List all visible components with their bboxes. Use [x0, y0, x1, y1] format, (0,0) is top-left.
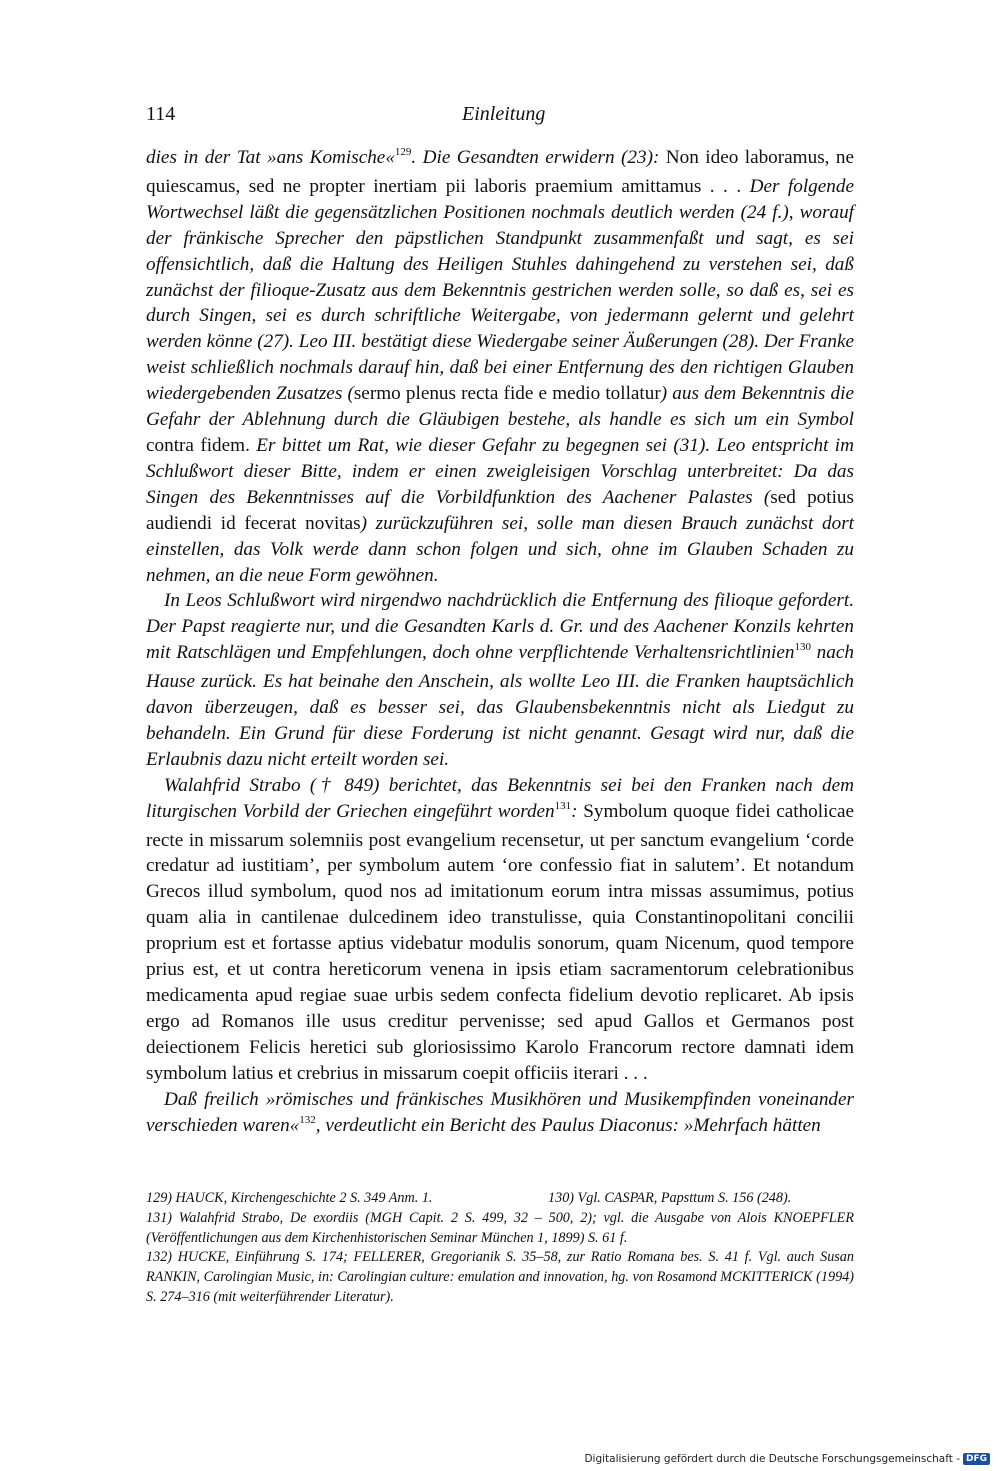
text-span: In Leos Schlußwort wird nirgendwo nachdrücklich die Entfernung des filioque gefordert. Der Papst reagierte nur, und die Gesandten Karls d. Gr. und des Aachener Konzils kehrten mit Ratschlägen und Empfehlungen, doch ohne verpflichtende Verhaltensrichtlinien [146, 590, 854, 664]
text-span: Der folgende Wortwechsel läßt die gegensätzlichen Positionen nochmals deutlich werden (24 f.), worauf der fränkische Sprecher den päpstlichen Standpunkt zusammenfaßt und sagt, es sei offensichtlich, daß die Haltung des Heiligen Stuhles dahingehend zu verstehen sei, daß zunächst der filioque-Zusatz aus dem Bekenntnis gestrichen werden solle, so daß es, sei es durch Singen, sei es durch schriftliche Weitergabe, von jedermann gelernt und gelehrt werden könne (27). Leo III. bestätigt diese Wiedergabe seiner Äußerungen (28). Der Franke weist schließlich nochmals darauf hin, daß bei einer Entfernung des den richtigen Glauben wiedergebenden Zusatzes ( [146, 175, 854, 405]
footnote-ref-131[interactable]: 131 [554, 799, 572, 812]
latin-quote: contra fidem. [146, 434, 257, 456]
text-span: Daß freilich »römisches und fränkisches Musikhören und Musikempfinden voneinander verschieden waren« [146, 1088, 854, 1136]
text-span: dies in der Tat »ans Komische« [146, 147, 395, 168]
running-head: Einleitung [462, 103, 546, 125]
credit-text: Digitalisierung gefördert durch die Deutsche Forschungsgemeinschaft - [584, 1453, 960, 1465]
page-number: 114 [146, 103, 176, 125]
paragraph-2 [146, 588, 854, 772]
footnote-row [146, 1189, 854, 1209]
paragraph-3 [146, 773, 854, 1087]
body-text [146, 145, 854, 1141]
footnotes [146, 1189, 854, 1308]
footnote-ref-129[interactable]: 129 [394, 146, 412, 158]
footnote-129: 129) HAUCK, Kirchengeschichte 2 S. 349 Anm. 1. [146, 1190, 433, 1206]
latin-quote: sermo plenus recta fide e medio tollatur [353, 383, 661, 405]
text-span: : [571, 800, 578, 822]
latin-quote: sed potius audiendi id fecerat novitas [146, 486, 854, 534]
text-span: nach Hause zurück. Es hat beinahe den Anschein, als wollte Leo III. die Franken hauptsächlich davon überzeugen, daß es besser sei, das Glaubensbekenntnis nicht als Liedgut zu behandeln. Ein Grund für diese Forderung ist nicht genannt. Gesagt wird nur, daß die Erlaubnis dazu nicht erteilt worden sei. [146, 642, 854, 770]
text-span: ) zurückzuführen sei, solle man diesen Brauch zunächst dort einstellen, das Volk werde dann schon folgen und sich, ohne im Glauben Schaden zu nehmen, an die neue Form gewöhnen. [146, 512, 854, 586]
digitization-credit [584, 1452, 990, 1466]
text-span: . Die Gesandten erwidern (23): [411, 147, 660, 168]
footnote-ref-130[interactable]: 130 [794, 641, 811, 654]
paragraph-4 [146, 1087, 854, 1142]
dfg-logo: DFG [963, 1453, 990, 1465]
footnote-ref-132[interactable]: 132 [299, 1113, 316, 1126]
footnote-131: 131) Walahfrid Strabo, De exordiis (MGH Capit. 2 S. 499, 32 – 500, 2); vgl. die Ausgabe von Alois KNOEPFLER (Veröffentlichungen aus dem Kirchenhistorischen Seminar München 1, 1899) S. 61 f. [146, 1209, 854, 1246]
paragraph-1 [146, 145, 854, 588]
latin-quote: Non ideo laboramus, ne quiescamus, sed ne propter inertiam pii laboris praemium amittamus . . . [146, 147, 854, 197]
footnote-132: 132) HUCKE, Einführung S. 174; FELLERER, Gregorianik S. 35–58, zur Ratio Romana bes. S. 41 f. Vgl. auch Susan RANKIN, Carolingian Music, in: Carolingian culture: emulation and innovation, hg. von Rosamond MCKITTERICK (1994) S. 274–316 (mit weiterführender Literatur). [146, 1249, 854, 1305]
text-span: Walahfrid Strabo († 849) berichtet, das Bekenntnis sei bei den Franken nach dem liturgischen Vorbild der Griechen eingeführt worden [146, 774, 854, 822]
text-span: ) aus dem Bekenntnis die Gefahr der Ablehnung durch die Gläubigen bestehe, als handle es sich um ein Symbol [146, 383, 854, 431]
latin-quote: Symbolum quoque fidei catholicae recte in missarum solemniis post evangelium recensetur, ut per sanctum evangelium ‘corde credatur ad iustitiam’, per symbolum autem ‘ore confessio fiat in salutem’. Et notandum Grecos illud symbolum, quod nos ad imitationum eorum intra missas assumimus, potius quam alia in cantilenae dulcedinem ideo transtulisse, quia Constantinopolitani concilii proprium est et fortasse aptius videbatur modulis sonorum, quam Nicenum, quod tempore prius est, et ut contra hereticorum venena in ipsis etiam sacramentorum celebrationibus medicamenta apud regiae suae urbis sedem confecta fidelium devotio replicaret. Ab ipsis ergo ad Romanos ille usus creditur pervenisse; sed apud Gallos et Germanos post deiectionem Felicis heretici sub gloriosissimo Karolo Francorum rectore damnati idem symbolum latius et crebrius in missarum coepit officiis iterari . . . [146, 800, 854, 1084]
text-span: Er bittet um Rat, wie dieser Gefahr zu begegnen sei (31). Leo entspricht im Schlußwort dieser Bitte, indem er einen zweigleisigen Vorschlag unterbreitet: Da das Singen des Bekenntnisses auf die Vorbildfunktion des Aachener Palastes ( [146, 434, 854, 508]
footnote-130: 130) Vgl. CASPAR, Papsttum S. 156 (248). [548, 1190, 792, 1206]
text-span: , verdeutlicht ein Bericht des Paulus Diaconus: »Mehrfach hätten [315, 1114, 821, 1136]
